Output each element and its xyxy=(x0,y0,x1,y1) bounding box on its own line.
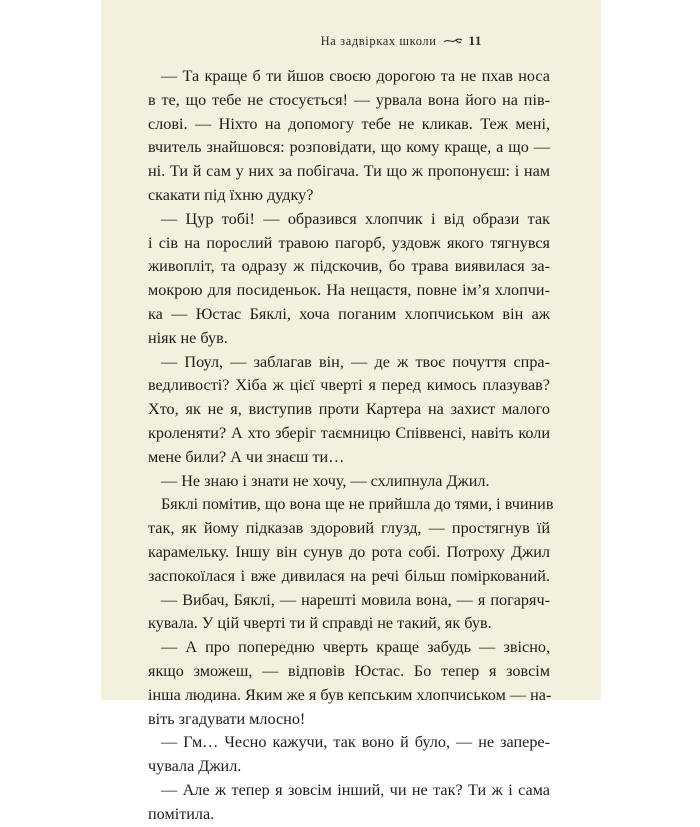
text-line: ведливості? Хіба ж цієї чверті я перед кимось плазував? xyxy=(148,376,550,395)
text-line: ка — Юстас Бяклі, хоча поганим хлопчиськом він аж xyxy=(148,304,550,323)
text-line: — Поул, — заблагав він, — де ж твоє почуття спра- xyxy=(161,352,550,371)
running-title: На задвірках школи xyxy=(320,33,437,48)
text-line: чувала Джил. xyxy=(148,757,242,776)
text-line: віть згадувати млосно! xyxy=(148,709,306,728)
flourish-ornament-icon xyxy=(443,37,463,45)
text-line: — Та краще б ти йшов своєю дорогою та не пхав носа xyxy=(161,67,550,85)
text-line: кувала. У цій чверті ти й справді не такий, як був. xyxy=(148,614,492,633)
text-line: ні. Ти й сам у них за побігача. Ти що ж пропонуєш: і нам xyxy=(148,162,550,181)
text-line: — Вибач, Бяклі, — нарешті мовила вона, — я погаряч- xyxy=(161,590,550,609)
page-number: 11 xyxy=(468,33,482,48)
text-line: — Цур тобі! — образився хлопчик і від образи так xyxy=(161,209,550,228)
text-line: вчитель знайшовся: розповідати, що кому краще, а що — xyxy=(148,138,550,157)
text-line: так, як йому підказав здоровий глузд, — простягнув їй xyxy=(148,519,550,538)
text-line: — Не знаю і знати не хочу, — схлипнула Джил. xyxy=(161,471,490,490)
text-line: живопліт, та одразу ж підскочив, бо трава виявилася за- xyxy=(148,257,550,276)
page-body-text xyxy=(148,65,554,827)
text-line: інша людина. Яким же я був кепським хлопчиськом — на- xyxy=(148,685,552,704)
text-line: мокрою для посиденьок. На нещастя, повне ім’я хлопчи- xyxy=(148,281,550,300)
text-line: і сів на порослий травою пагорб, уздовж якого тягнувся xyxy=(148,233,550,252)
text-line: — А про попередню чверть краще забудь — звісно, xyxy=(161,638,550,657)
text-line: мене били? А чи знаєш ти… xyxy=(148,447,345,466)
text-line: скакати під їхню дудку? xyxy=(148,185,314,204)
text-line: — Але ж тепер я зовсім інший, чи не так? Ти ж і сама xyxy=(161,780,550,799)
text-line: якщо зможеш, — відповів Юстас. Бо тепер я зовсім xyxy=(148,661,550,680)
text-line: в те, що тебе не стосується! — урвала вона його на пів- xyxy=(148,90,550,109)
text-line: — Гм… Чесно кажучи, так воно й було, — не запере- xyxy=(161,733,550,752)
text-line: слові. — Ніхто на допомогу тебе не кликав. Теж мені, xyxy=(148,114,550,133)
text-line: Хто, як не я, виступив проти Картера на захист малого xyxy=(148,400,550,419)
text-line: кроленяти? А хто зберіг таємницю Співвенсі, навіть коли xyxy=(148,423,550,442)
text-line: карамельку. Іншу він сунув до рота собі. Потроху Джил xyxy=(148,542,550,561)
text-line: помітила. xyxy=(148,804,215,823)
running-header xyxy=(268,33,482,49)
text-line: Бяклі помітив, що вона ще не прийшла до тями, і вчинив xyxy=(161,495,554,514)
text-line: ніяк не був. xyxy=(148,328,228,347)
text-line: заспокоїлася і вже дивилася на речі більш поміркований. xyxy=(148,566,550,585)
